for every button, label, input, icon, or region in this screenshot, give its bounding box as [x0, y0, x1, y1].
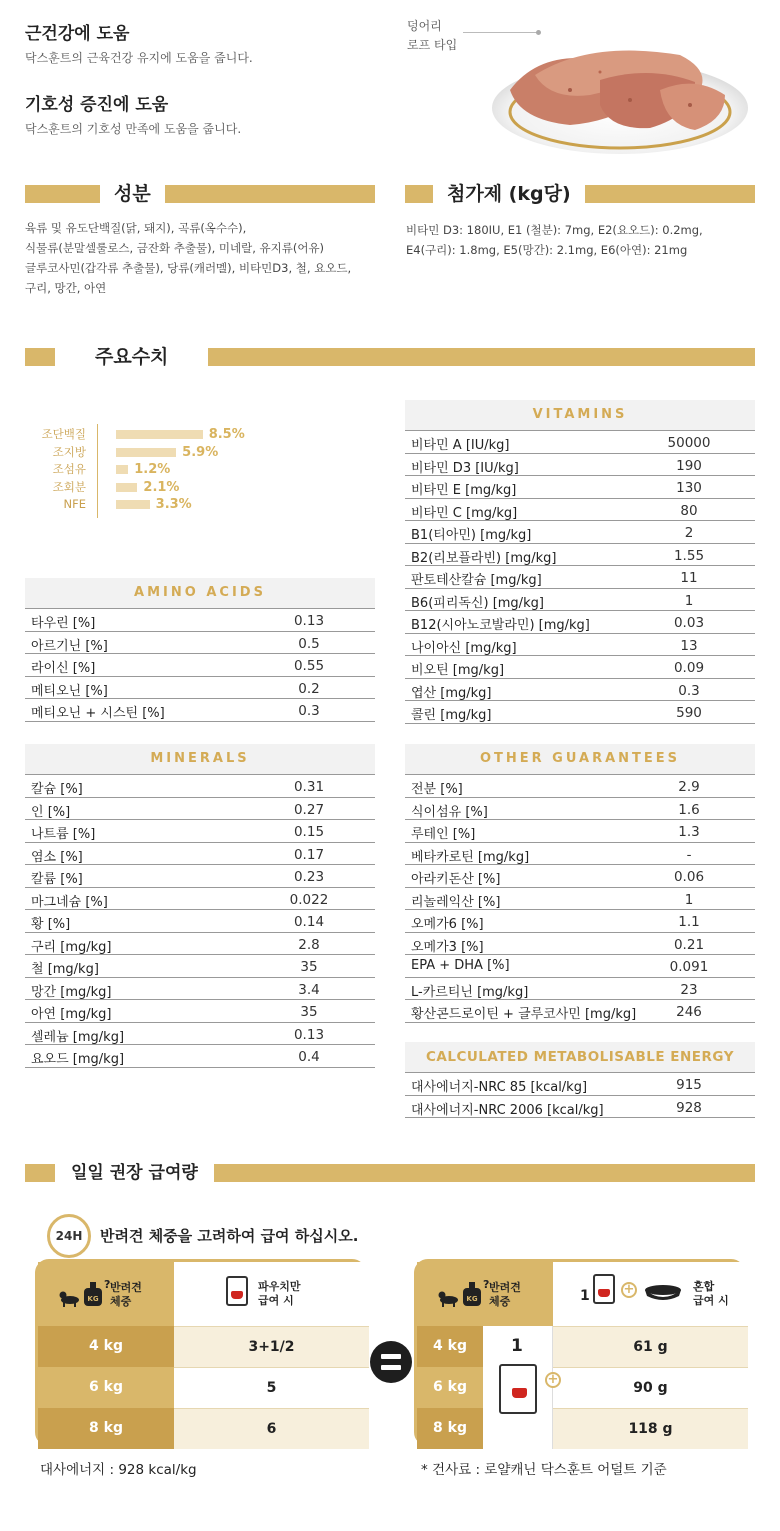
- table-row: [25, 843, 375, 866]
- pouch-only-table: [35, 1259, 366, 1446]
- row-label: 황 [%]: [31, 917, 71, 932]
- vitamins-title: VITAMINS: [405, 400, 755, 430]
- row-value: 80: [680, 502, 698, 519]
- row-value: 0.27: [293, 801, 325, 818]
- mixed-header-cell: 1 + 혼합 급여 시: [553, 1262, 748, 1326]
- table-row: [405, 865, 755, 888]
- row-label: 황산콘드로이틴 + 글루코사민 [mg/kg]: [411, 1007, 637, 1022]
- row-label: 오메가3 [%]: [411, 939, 484, 955]
- analysis-value: 5.9%: [182, 444, 219, 460]
- table-row: [405, 634, 755, 657]
- table-row: [405, 978, 755, 1001]
- table-row: [25, 888, 375, 911]
- analysis-label: 조섬유: [52, 462, 86, 476]
- pouch-header-cell: 파우치만 급여 시: [174, 1262, 369, 1326]
- mixed-feeding-table: [414, 1259, 745, 1446]
- analysis-row: [30, 461, 330, 479]
- row-label: 콜린 [mg/kg]: [411, 708, 492, 723]
- row-value: 246: [676, 1004, 702, 1020]
- analysis-row: [30, 444, 330, 462]
- table-row: [405, 888, 755, 911]
- feeding-title: 일일 권장 급여량: [55, 1162, 214, 1184]
- row-label: 망간 [mg/kg]: [31, 984, 112, 1000]
- row-label: 타우린 [%]: [31, 616, 96, 631]
- row-label: 루테인 [%]: [411, 827, 476, 842]
- analysis-row: [30, 479, 330, 497]
- analysis-label: 조지방: [52, 444, 86, 459]
- dry-food-footnote: * 건사료 : 로얄캐닌 닥스훈트 어덜트 기준: [421, 1462, 667, 1478]
- row-value: 13: [680, 637, 698, 654]
- muscle-health-title: 근건강에 도움: [25, 24, 130, 44]
- palatability-title: 기호성 증진에 도움: [25, 95, 169, 115]
- row-label: 베타카로틴 [mg/kg]: [411, 849, 530, 865]
- mixed-amount-cell: 118 g: [553, 1408, 748, 1449]
- table-row: [405, 1000, 755, 1023]
- weight-cell: 8 kg: [38, 1408, 174, 1449]
- row-value: 0.06: [673, 869, 705, 885]
- row-value: 130: [676, 480, 702, 496]
- row-value: 190: [676, 457, 702, 474]
- table-row: [25, 609, 375, 632]
- table-row: [25, 775, 375, 798]
- amino-acids-table: [25, 578, 375, 722]
- row-value: 0.15: [293, 824, 325, 840]
- row-label: 엽산 [mg/kg]: [411, 685, 492, 701]
- plus-icon: +: [545, 1372, 561, 1388]
- row-label: B12(시아노코발라민) [mg/kg]: [411, 618, 590, 633]
- pouch-icon: [499, 1364, 537, 1414]
- row-value: 0.31: [293, 779, 325, 795]
- row-label: 셀레늄 [mg/kg]: [31, 1029, 125, 1045]
- plus-icon: +: [621, 1282, 637, 1298]
- row-value: 0.3: [678, 682, 700, 699]
- palatability-desc: 닥스훈트의 기호성 만족에 도움을 줍니다.: [25, 122, 242, 136]
- loaf-type-label: 덩어리 로프 타입: [407, 19, 458, 52]
- row-value: 0.091: [669, 959, 709, 975]
- row-value: 0.14: [293, 914, 325, 930]
- row-value: 1: [684, 592, 694, 609]
- table-row: [405, 910, 755, 933]
- table-row: [405, 820, 755, 843]
- food-bowl-icon: [641, 1282, 685, 1302]
- row-label: 요오드 [mg/kg]: [31, 1052, 125, 1067]
- row-label: EPA + DHA [%]: [411, 958, 510, 973]
- table-row: [25, 865, 375, 888]
- row-label: 칼슘 [%]: [31, 782, 83, 797]
- additives-title: 첨가제 (kg당): [433, 183, 585, 205]
- ingredients-title: 성분: [100, 183, 165, 205]
- other-guarantees-title: OTHER GUARANTEES: [405, 744, 755, 774]
- pouch-icon: [226, 1276, 248, 1306]
- row-label: 식이섬유 [%]: [411, 804, 488, 820]
- row-label: 비타민 D3 [IU/kg]: [411, 460, 519, 476]
- row-label: 비타민 C [mg/kg]: [411, 505, 518, 521]
- muscle-health-desc: 닥스훈트의 근육건강 유지에 도움을 줍니다.: [25, 51, 253, 65]
- row-value: 2.8: [298, 936, 320, 953]
- row-value: 1.55: [673, 547, 705, 564]
- table-row: [405, 431, 755, 454]
- table-row: [25, 1000, 375, 1023]
- mixed-amount-cell: 90 g: [553, 1367, 748, 1408]
- row-value: -: [686, 846, 692, 863]
- table-row: [25, 910, 375, 933]
- table-row: [25, 654, 375, 677]
- table-row: [405, 843, 755, 866]
- row-label: B2(리보플라빈) [mg/kg]: [411, 550, 557, 566]
- analysis-bar: [116, 448, 176, 457]
- row-value: 23: [680, 981, 698, 998]
- row-value: 1.3: [678, 824, 700, 840]
- ingredients-header-bar: [25, 185, 375, 203]
- table-row: [405, 454, 755, 477]
- weight-cell: 8 kg: [417, 1408, 483, 1449]
- row-label: 메티오닌 [%]: [31, 683, 108, 699]
- row-value: 0.022: [289, 891, 329, 908]
- svg-text:?: ?: [483, 1278, 490, 1291]
- mixed-amount-cell: 61 g: [553, 1326, 748, 1367]
- row-label: 염소 [%]: [31, 849, 83, 865]
- row-value: 0.09: [673, 660, 705, 676]
- row-value: 1.6: [678, 801, 700, 818]
- analysis-label: 조회분: [52, 479, 86, 494]
- one-pouch-label: 1: [511, 1336, 523, 1356]
- weight-cell: 4 kg: [38, 1326, 174, 1367]
- table-row: [25, 677, 375, 700]
- analysis-label: NFE: [63, 497, 86, 511]
- row-value: 50000: [667, 435, 711, 451]
- row-label: 마그네슘 [%]: [31, 894, 108, 910]
- table-row: [25, 798, 375, 821]
- analysis-row: [30, 496, 330, 514]
- analysis-value: 1.2%: [134, 462, 171, 477]
- table-row: [25, 978, 375, 1001]
- weight-cell: 4 kg: [417, 1326, 483, 1367]
- row-value: 0.2: [298, 680, 320, 697]
- one-pouch-cell: [483, 1326, 553, 1449]
- weight-header-cell: KG ? 반려견 체중: [38, 1262, 174, 1326]
- table-row: [405, 679, 755, 702]
- row-value: 0.03: [673, 615, 705, 631]
- row-value: 0.55: [293, 658, 325, 674]
- table-row: [405, 955, 755, 978]
- weight-cell: 6 kg: [38, 1367, 174, 1408]
- table-row: [405, 775, 755, 798]
- key-values-title: 주요수치: [55, 346, 208, 368]
- table-row: [405, 611, 755, 634]
- row-label: 라이신 [%]: [31, 661, 96, 676]
- table-row: [405, 1073, 755, 1096]
- row-value: 0.3: [298, 703, 320, 719]
- row-label: 오메가6 [%]: [411, 917, 484, 932]
- table-row: [405, 798, 755, 821]
- row-label: L-카르티닌 [mg/kg]: [411, 984, 529, 1000]
- energy-title: CALCULATED METABOLISABLE ENERGY: [405, 1042, 755, 1072]
- table-row: [405, 589, 755, 612]
- analysis-bar: [116, 500, 150, 509]
- analysis-value: 2.1%: [143, 479, 180, 495]
- analysis-bar: [116, 465, 128, 474]
- pouch-amount-cell: 3+1/2: [174, 1326, 369, 1367]
- other-guarantees-table: [405, 744, 755, 1023]
- equals-icon: [370, 1341, 412, 1383]
- row-label: 칼륨 [%]: [31, 872, 83, 887]
- table-row: [405, 521, 755, 544]
- pouch-amount-cell: 6: [174, 1408, 369, 1449]
- row-label: 철 [mg/kg]: [31, 962, 99, 977]
- weight-cell: 6 kg: [417, 1367, 483, 1408]
- row-label: 아라키돈산 [%]: [411, 872, 501, 887]
- row-label: 메티오닌 + 시스틴 [%]: [31, 706, 165, 721]
- weight-header-cell-right: KG ? 반려견 체중: [417, 1262, 553, 1326]
- row-label: 비타민 E [mg/kg]: [411, 483, 517, 498]
- row-value: 928: [676, 1099, 702, 1116]
- svg-text:KG: KG: [466, 1295, 478, 1303]
- row-value: 0.4: [298, 1049, 320, 1065]
- row-label: 나이아신 [mg/kg]: [411, 640, 517, 656]
- table-row: [405, 476, 755, 499]
- row-value: 0.23: [293, 869, 325, 885]
- table-row: [25, 632, 375, 655]
- energy-footnote: 대사에너지 : 928 kcal/kg: [40, 1462, 197, 1478]
- table-row: [25, 955, 375, 978]
- table-row: [405, 656, 755, 679]
- table-row: [25, 820, 375, 843]
- row-label: 비오틴 [mg/kg]: [411, 663, 505, 678]
- pouch-icon: [593, 1274, 615, 1304]
- svg-text:KG: KG: [87, 1295, 99, 1303]
- analysis-value: 3.3%: [155, 497, 192, 512]
- analysis-bar: [116, 483, 137, 492]
- table-row: [25, 699, 375, 722]
- analysis-value: 8.5%: [208, 427, 245, 442]
- row-label: 비타민 A [IU/kg]: [411, 438, 510, 453]
- row-label: B6(피리독신) [mg/kg]: [411, 595, 544, 611]
- table-row: [25, 1045, 375, 1068]
- vitamins-table: [405, 400, 755, 724]
- row-label: 아연 [mg/kg]: [31, 1007, 112, 1022]
- wet-food-plate-image: [480, 20, 760, 160]
- analysis-row: [30, 426, 330, 444]
- ingredients-text: 육류 및 유도단백질(닭, 돼지), 곡류(옥수수), 식물류(분말셀룰로스, 금잔화 추출물), 미네랄, 유지류(어유) 글루코사민(갑각류 추출물), 당류(캐러멜), 비타민D3, 철, 요오드, 구리, 망간, 아연: [25, 221, 352, 295]
- row-value: 0.13: [293, 613, 325, 629]
- svg-text:?: ?: [104, 1278, 111, 1291]
- analysis-bar: [116, 430, 203, 439]
- table-row: [25, 1023, 375, 1046]
- row-value: 0.5: [298, 635, 320, 652]
- minerals-title: MINERALS: [25, 744, 375, 774]
- amino-acids-title: AMINO ACIDS: [25, 578, 375, 608]
- feeding-instruction: 반려견 체중을 고려하여 급여 하십시오.: [100, 1227, 359, 1245]
- row-value: 3.4: [298, 981, 320, 998]
- row-label: 전분 [%]: [411, 782, 463, 797]
- row-value: 915: [676, 1077, 702, 1093]
- dachshund-scale-icon: [437, 1278, 490, 1310]
- dachshund-scale-icon: [58, 1278, 111, 1310]
- row-label: 판토테산칼슘 [mg/kg]: [411, 573, 542, 588]
- row-label: 인 [%]: [31, 804, 71, 820]
- row-value: 2: [684, 525, 694, 541]
- table-row: [405, 933, 755, 956]
- row-value: 35: [300, 959, 318, 975]
- table-row: [405, 499, 755, 522]
- table-row: [405, 1096, 755, 1119]
- row-label: 대사에너지-NRC 85 [kcal/kg]: [411, 1080, 588, 1095]
- row-label: 리놀레익산 [%]: [411, 894, 501, 910]
- row-value: 0.21: [673, 936, 705, 953]
- row-value: 590: [676, 705, 702, 721]
- table-row: [405, 566, 755, 589]
- row-label: 아르기닌 [%]: [31, 638, 108, 654]
- table-row: [405, 701, 755, 724]
- row-label: 구리 [mg/kg]: [31, 939, 112, 955]
- row-label: 대사에너지-NRC 2006 [kcal/kg]: [411, 1102, 604, 1118]
- row-value: 0.17: [293, 846, 325, 863]
- row-value: 35: [300, 1004, 318, 1020]
- pouch-amount-cell: 5: [174, 1367, 369, 1408]
- energy-table: [405, 1042, 755, 1118]
- row-value: 1.1: [678, 914, 700, 930]
- row-value: 11: [680, 570, 698, 586]
- row-label: B1(티아민) [mg/kg]: [411, 528, 532, 543]
- one-pouch-count: 1: [580, 1288, 590, 1304]
- row-label: 나트륨 [%]: [31, 827, 96, 842]
- row-value: 1: [684, 891, 694, 908]
- minerals-table: [25, 744, 375, 1068]
- table-row: [405, 544, 755, 567]
- additives-text: 비타민 D3: 180IU, E1 (철분): 7mg, E2(요오드): 0.2mg, E4(구리): 1.8mg, E5(망간): 2.1mg, E6(아연): 21mg: [406, 223, 703, 257]
- clock-24h-icon: 24H: [47, 1214, 91, 1258]
- analysis-label: 조단백질: [41, 427, 86, 441]
- row-value: 2.9: [678, 779, 700, 795]
- row-value: 0.13: [293, 1026, 325, 1043]
- table-row: [25, 933, 375, 956]
